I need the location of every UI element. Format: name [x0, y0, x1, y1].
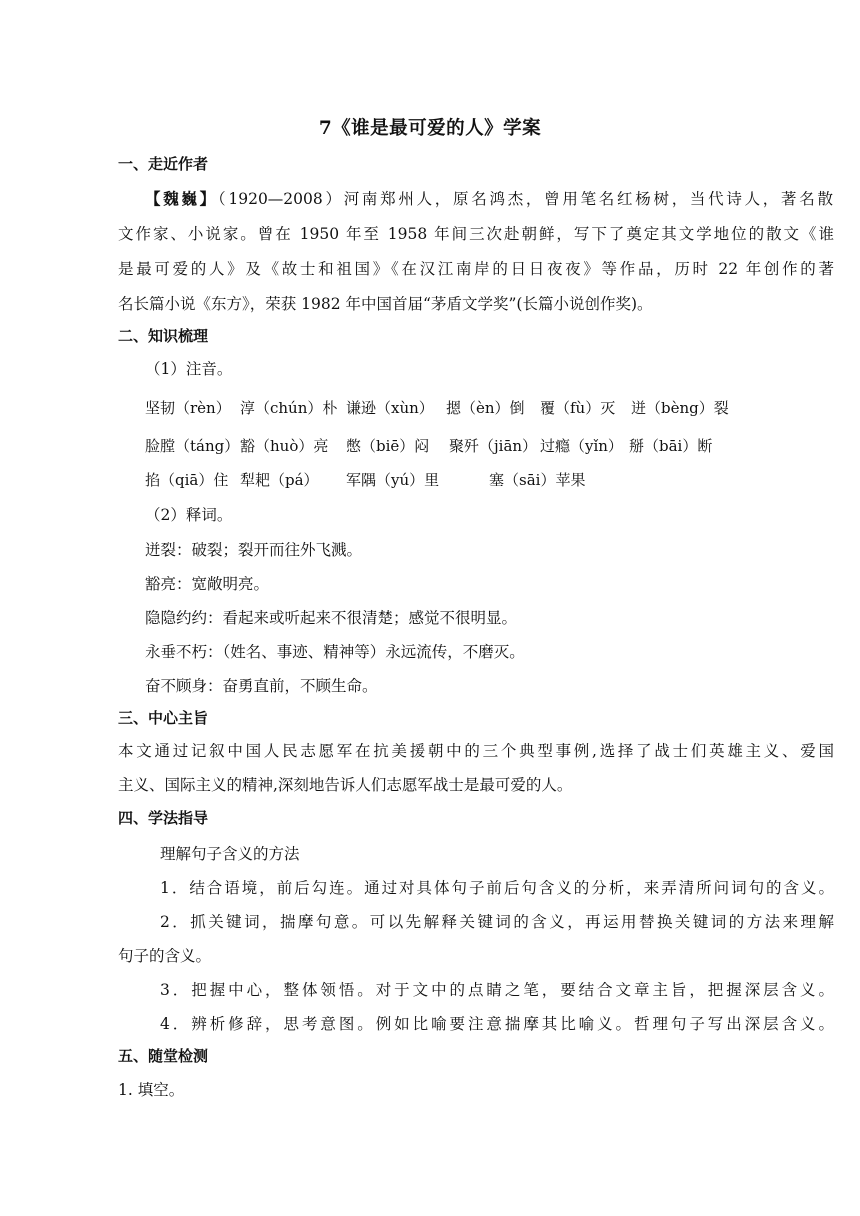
definition-item: 豁亮：宽敞明亮。	[145, 575, 270, 593]
definition-item: 奋不顾身：奋勇直前，不顾生命。	[145, 677, 378, 695]
section-heading-author: 一、走近作者	[118, 155, 209, 173]
quiz-question-1: 1. 填空。	[118, 1081, 185, 1099]
pinyin-item: 脸膛（táng）	[145, 437, 240, 455]
pinyin-item: 豁（huò）亮	[240, 437, 329, 455]
pinyin-item: 过瘾（yǐn）	[540, 437, 623, 455]
section-heading-theme: 三、中心主旨	[118, 709, 209, 727]
author-paragraph-line-4: 名长篇小说《东方》，荣获 1982 年中国首届“茅盾文学奖”(长篇小说创作奖)。	[118, 295, 653, 313]
definition-item: 隐隐约约：看起来或听起来不很清楚；感觉不很明显。	[145, 609, 518, 627]
pinyin-item: 掰（bāi）断	[629, 437, 713, 455]
pinyin-item: 掐（qiā）住	[145, 471, 229, 489]
author-paragraph-line-2: 文作家、小说家。曾在 1950 年至 1958 年间三次赴朝鲜，写下了奠定其文学地位的散文《谁	[118, 225, 834, 243]
author-paragraph-line-3: 是最可爱的人》及《故士和祖国》《在汉江南岸的日日夜夜》等作品，历时 22 年创作的著	[118, 260, 834, 278]
pinyin-item: 坚韧（rèn）	[145, 399, 231, 417]
pinyin-item: 淳（chún）朴	[240, 399, 338, 417]
pinyin-item: 憋（biē）闷	[346, 437, 430, 455]
pinyin-item: 谦逊（xùn）	[346, 399, 434, 417]
method-item-2: 2．抓关键词，揣摩句意。可以先解释关键词的含义，再运用替换关键词的方法来理解	[160, 913, 834, 931]
section-heading-quiz: 五、随堂检测	[118, 1047, 209, 1065]
pinyin-item: 迸（bèng）裂	[631, 399, 729, 417]
method-item-2-continued: 句子的含义。	[118, 947, 212, 965]
pinyin-item: 犁耙（pá）	[240, 471, 319, 489]
pinyin-item: 军隅（yú）里	[346, 471, 440, 489]
method-item-3: 3．把握中心，整体领悟。对于文中的点睛之笔，要结合文章主旨，把握深层含义。	[160, 981, 834, 999]
section-heading-method: 四、学法指导	[118, 809, 209, 827]
pinyin-item: 覆（fù）灭	[540, 399, 616, 417]
definition-item: 迸裂：破裂；裂开而往外飞溅。	[145, 541, 363, 559]
method-intro: 理解句子含义的方法	[160, 845, 300, 863]
theme-line-1: 本文通过记叙中国人民志愿军在抗美援朝中的三个典型事例,选择了战士们英雄主义、爱国	[118, 742, 834, 760]
theme-line-2: 主义、国际主义的精神,深刻地告诉人们志愿军战士是最可爱的人。	[118, 776, 573, 794]
method-item-1: 1．结合语境，前后勾连。通过对具体句子前后句含义的分析，来弄清所问词句的含义。	[160, 879, 834, 897]
definition-item: 永垂不朽：（姓名、事迹、精神等）永远流传，不磨灭。	[145, 643, 525, 661]
pronunciation-subheading: （1）注音。	[145, 360, 233, 378]
author-bio-text: （1920—2008）河南郑州人，原名鸿杰，曾用笔名红杨树，当代诗人，著名散	[217, 190, 833, 208]
pinyin-item: 聚歼（jiān）	[449, 437, 538, 455]
pinyin-item: 塞（sāi）苹果	[489, 471, 586, 489]
method-item-4: 4．辨析修辞，思考意图。例如比喻要注意揣摩其比喻义。哲理句子写出深层含义。	[160, 1015, 834, 1033]
section-heading-knowledge: 二、知识梳理	[118, 327, 209, 345]
author-name: 【魏巍】	[145, 189, 218, 208]
document-title: 7《谁是最可爱的人》学案	[318, 118, 542, 139]
pinyin-item: 摁（èn）倒	[446, 399, 525, 417]
author-paragraph-line-1	[145, 189, 833, 209]
definitions-subheading: （2）释词。	[145, 506, 233, 524]
